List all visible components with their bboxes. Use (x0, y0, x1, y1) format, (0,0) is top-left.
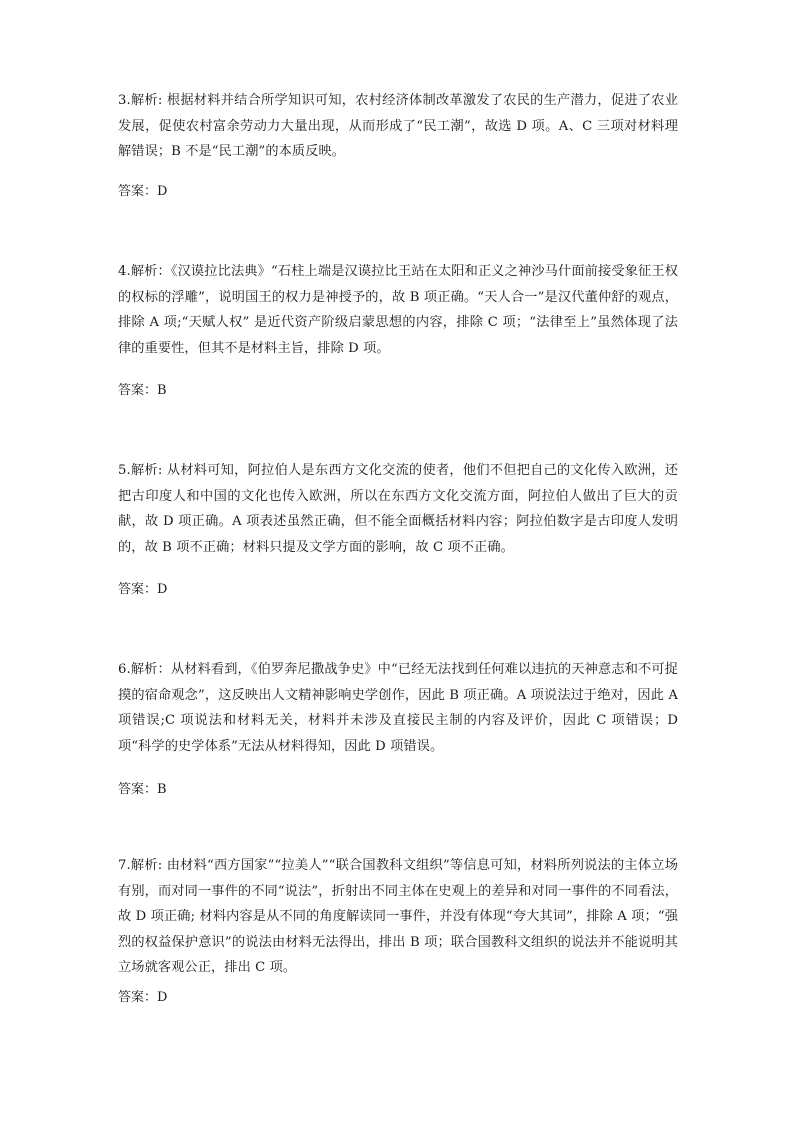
question-4 (118, 259, 678, 361)
question-4-answer: 答案：B (118, 383, 167, 398)
question-6-analysis: 6.解析：从材料看到，《伯罗奔尼撒战争史》中“已经无法找到任何难以违抗的天神意志和不可捉摸的宿命观念”，这反映出人文精神影响史学创作，因此 B 项正确。A 项说法过于绝对，因此 A 项错误;C 项说法和材料无关，材料并未涉及直接民主制的内容及评价，因此 C 项错误；D 项“科学的史学体系”无法从材料得知，因此 D 项错误。 (118, 662, 678, 754)
question-7 (118, 853, 678, 981)
question-4-analysis: 4.解析：《汉谟拉比法典》“石柱上端是汉谟拉比王站在太阳和正义之神沙马什面前接受象征王权的权标的浮雕”，说明国王的权力是神授予的，故 B 项正确。“天人合一”是汉代董仲舒的观点，排除 A 项;“天赋人权” 是近代资产阶级启蒙思想的内容，排除 C 项；“法律至上”虽然体现了法律的重要性，但其不是材料主旨，排除 D 项。 (118, 264, 678, 356)
question-6 (118, 657, 678, 759)
question-3-analysis: 3.解析: 根据材料并结合所学知识可知，农村经济体制改革激发了农民的生产潜力，促进了农业发展，促使农村富余劳动力大量出现，从而形成了“民工潮”，故选 D 项。A、C 三项对材料理解错误；B 不是“民工潮”的本质反映。 (118, 93, 678, 159)
question-3-answer: 答案：D (118, 184, 168, 199)
question-5-answer: 答案：D (118, 582, 168, 597)
question-7-analysis: 7.解析: 由材料“西方国家”“拉美人”“联合国教科文组织”等信息可知，材料所列说法的主体立场有别，而对同一事件的不同“说法”，折射出不同主体在史观上的差异和对同一事件的不同看法，故 D 项正确; 材料内容是从不同的角度解读同一事件，并没有体现“夸大其词”，排除 A 项；“强烈的权益保护意识”的说法由材料无法得出，排出 B 项；联合国教科文组织的说法并不能说明其立场就客观公正，排出 C 项。 (118, 858, 678, 975)
question-7-answer: 答案：D (118, 990, 168, 1005)
question-5-analysis: 5.解析: 从材料可知，阿拉伯人是东西方文化交流的使者，他们不但把自己的文化传入欧洲，还把古印度人和中国的文化也传入欧洲，所以在东西方文化交流方面，阿拉伯人做出了巨大的贡献，故 D 项正确。A 项表述虽然正确，但不能全面概括材料内容；阿拉伯数字是古印度人发明的，故 B 项不正确；材料只提及文学方面的影响，故 C 项不正确。 (118, 463, 678, 555)
question-6-answer: 答案：B (118, 782, 167, 797)
question-3 (118, 88, 678, 165)
question-5 (118, 458, 678, 560)
